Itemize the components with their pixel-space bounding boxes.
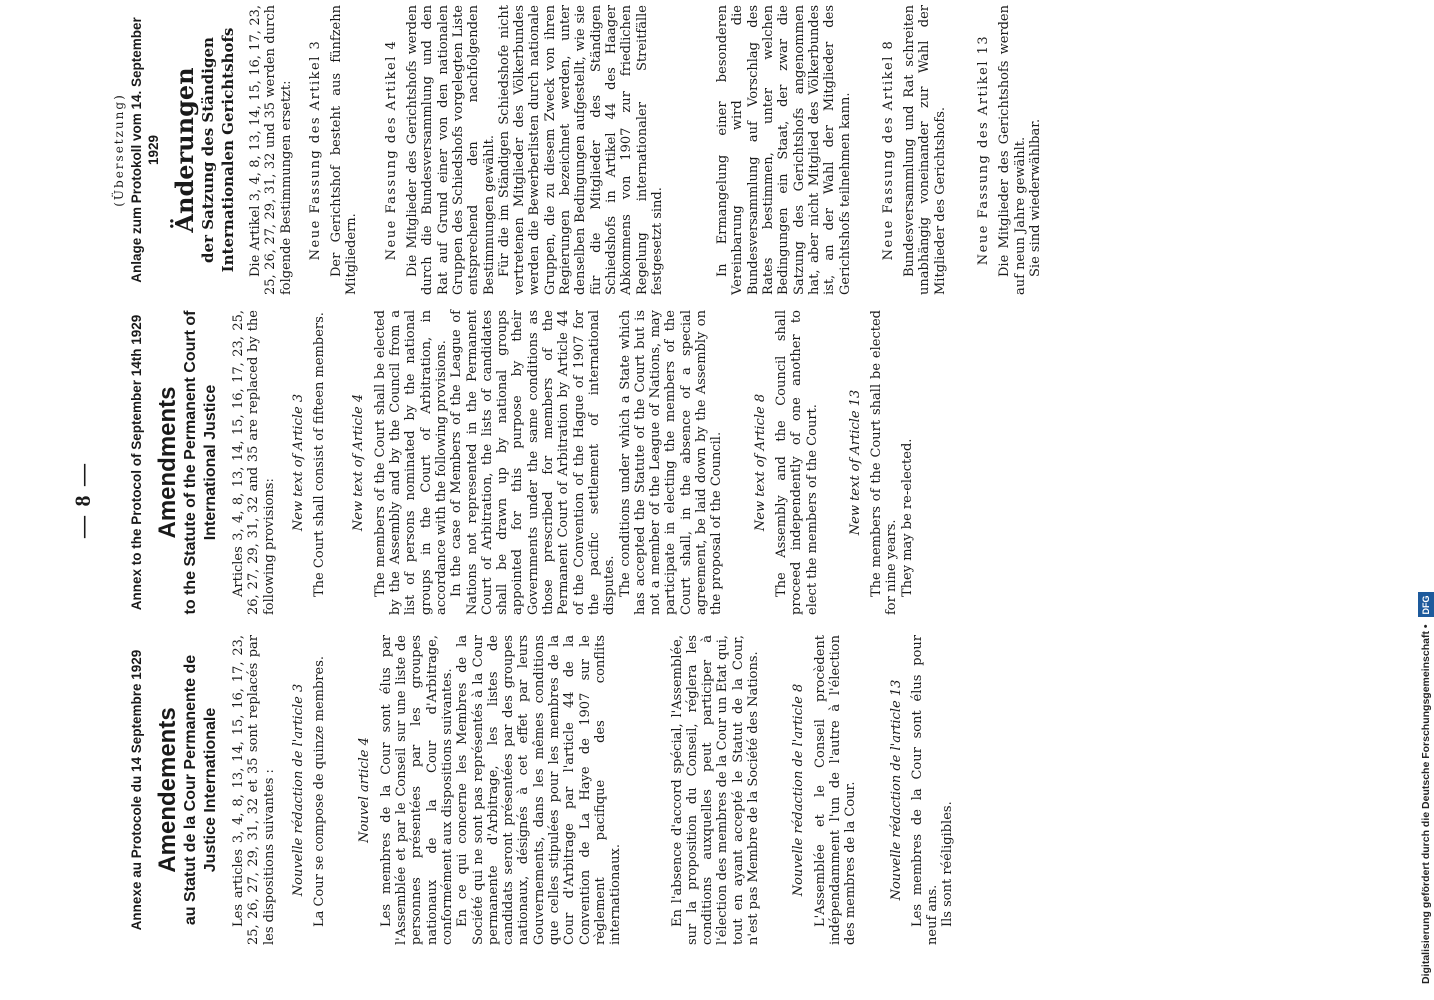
french-art4-p1: Les membres de la Cour sont élus par l'Assemblée et par le Conseil sur une liste de personnes présentées par les groupes nationaux de la Cour d'Arbitrage, conformément aux dispositions suivantes. [378,635,455,945]
french-art8-text: L'Assemblée et le Conseil procèdent indépendamment l'un de l'autre à l'élection des membres de la Cour. [812,635,859,945]
french-art8-heading: Nouvelle rédaction de l'article 8 [791,683,807,897]
english-art3-heading: New text of Article 3 [290,393,306,532]
english-art3-text: The Court shall consist of fifteen members. [312,312,328,597]
german-art13-heading: Neue Fassung des Artikel 13 [975,34,991,266]
german-art4-heading: Neue Fassung des Artikel 4 [383,39,399,261]
german-annex-heading: Anlage zum Protokoll vom 14. September 1929 [129,17,161,283]
german-art8-heading: Neue Fassung des Artikel 8 [880,39,896,261]
english-column [128,310,915,615]
german-art3-text: Der Gerichtshof besteht aus fünfzehn Mitgliedern. [329,5,360,295]
page-number: — 8 — [70,462,95,538]
french-art3-heading: Nouvelle rédaction de l'article 3 [290,683,306,897]
french-annex-heading: Annexe au Protocole du 14 Septembre 1929 [129,649,144,931]
english-art13-p1: The members of the Court shall be elected for nine years. [869,310,900,615]
german-art13-p1: Die Mitglieder des Gerichtshofs werden auf neun Jahre gewählt. [997,5,1028,295]
english-subtitle: to the Statute of the Permanent Court of International Justice [182,310,219,615]
french-art13-heading: Nouvelle rédaction de l'article 13 [888,679,904,901]
french-intro: Les articles 3, 4, 8, 13, 14, 15, 16, 17, 23, 25, 26, 27, 29, 31, 32 et 35 sont replacés par les dispositions suivantes : [231,635,277,945]
french-art13-p2: Ils sont rééligibles. [940,801,956,927]
german-intro: Die Artikel 3, 4, 8, 13, 14, 15, 16, 17, 23, 25, 26, 27, 29, 31, 32 und 35 werden durch folgende Bestimmungen ersetzt: [248,5,294,295]
german-subtitle: der Satzung des Ständigen Internationalen Gerichtshofs [199,27,237,273]
english-title: Amendments [154,386,181,539]
german-art13-p2: Sie sind wiederwählbar. [1027,118,1043,277]
english-annex-heading: Annex to the Protocol of September 14th 1929 [129,314,144,611]
german-column [112,5,1043,295]
dfg-logo: DFG [1418,593,1434,618]
french-art4-heading: Nouvel article 4 [357,737,373,843]
french-art4-p2: En ce qui concerne les Membres de la Société qui ne sont pas représentés à la Cour permanente d'Arbitrage, les listes de candidats seront présentées par des groupes nationaux, désignés à cet effet par leurs Gouvernements, dans les mêmes conditions que celles stipulées pour les membres de la Cour d'Arbitrage par l'article 44 de la Convention de La Haye de 1907 sur le règlement pacifique des conflits internationaux. [455,635,624,945]
english-art4-p1: The members of the Court shall be elected by the Assembly and by the Council from a list of persons nominated by the national groups in the Court of Arbitration, in accordance with the following provisions. [372,310,449,615]
german-art4-p1: Die Mitglieder des Gerichtshofs werden durch die Bundesversammlung und den Rat auf Grund einer von den nationalen Gruppen des Schiedshofs vorgelegten Liste entsprechend den nachfolgenden Bestimmungen gewählt. [405,5,497,295]
german-art3-heading: Neue Fassung des Artikel 3 [307,39,323,261]
digitization-note [1418,0,1434,1000]
french-subtitle: au Statut de la Cour Permanente de Justice Internationale [182,654,219,926]
german-art4-p2: Für die im Ständigen Schiedshofe nicht vertretenen Mitglieder des Völkerbundes werden die Bewerberlisten durch nationale Gruppen, die zu diesem Zweck von ihren Regierungen bezeichnet werden, unter denselben Bedingungen aufgestellt, wie sie für die Mitglieder des Ständigen Schiedshofs in Artikel 44 des Haager Abkommens von 1907 zur friedlichen Regelung internationaler Streitfälle festgesetzt sind. [496,5,665,295]
french-art4-p3: En l'absence d'accord spécial, l'Assemblée, sur la proposition du Conseil, réglera les conditions auxquelles peut participer à l'élection des membres de la Cour un Etat qui, tout en ayant accepté le Statut de la Cour, n'est pas Membre de la Société des Nations. [669,635,762,945]
french-art13-p1: Les membres de la Cour sont élus pour neuf ans. [909,635,941,945]
french-column [128,635,956,945]
english-art4-p3: The conditions under which a State which has accepted the Statute of the Court but is not a member of the League of Nations, may participate in electing the members of the Court shall, in the absence of a special agreement, be laid down by the Assembly on the proposal of the Council. [617,310,725,615]
english-intro: Articles 3, 4, 8, 13, 14, 15, 16, 17, 23, 25, 26, 27, 29, 31, 32 and 35 are replaced by the following provisions: [231,310,277,615]
french-art3-text: La Cour se compose de quinze membres. [312,655,328,927]
german-art4-p3: In Ermangelung einer besonderen Vereinbarung wird die Bundesversammlung auf Vorschlag des Rates bestimmen, unter welchen Bedingungen ein Staat, der zwar die Satzung des Gerichtshofs angenommen hat, aber nicht Mitglied des Völkerbundes ist, an der Wahl der Mitglieder des Gerichtshofs teilnehmen kann. [715,5,853,295]
german-translation-note: (Übersetzung) [112,93,126,207]
digitization-note-text: Digitalisierung gefördert durch die Deutsche Forschungsgemeinschaft • [1420,624,1432,984]
english-art4-heading: New text of Article 4 [351,393,367,532]
english-art8-heading: New text of Article 8 [752,393,768,532]
german-art8-text: Bundesversammlung und Rat schreiten unabhängig voneinander zur Wahl der Mitglieder des Gerichtshofs. [902,5,948,295]
german-title: Änderungen [170,67,199,233]
english-art13-p2: They may be re-elected. [899,438,915,597]
english-art13-heading: New text of Article 13 [847,389,863,536]
english-art8-text: The Assembly and the Council shall proceed independently of one another to elect the members of the Court. [773,310,820,615]
english-art4-p2: In the case of Members of the League of Nations not represented in the Permanent Court of Arbitration, the lists of candidates shall be drawn up by national groups appointed for this purpose by their Governments under the same conditions as those prescribed for members of the Permanent Court of Arbitration by Article 44 of the Convention of the Hague of 1907 for the pacific settlement of international disputes. [449,310,618,615]
french-title: Amendements [154,707,181,873]
